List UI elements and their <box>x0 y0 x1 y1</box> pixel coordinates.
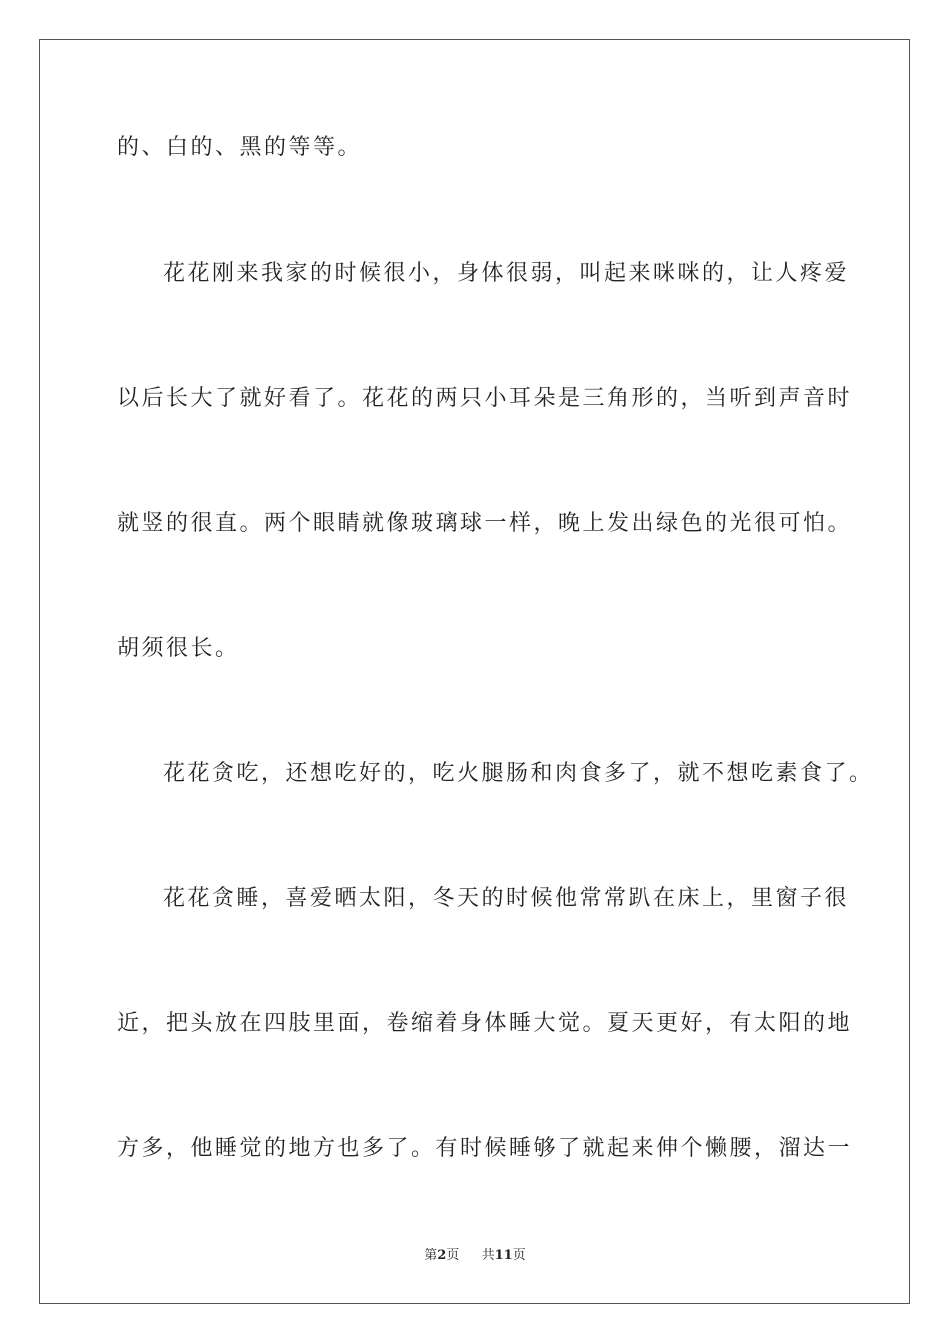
text-line: 以后长大了就好看了。花花的两只小耳朵是三角形的，当听到声音时 <box>117 386 853 411</box>
text-line: 方多，他睡觉的地方也多了。有时候睡够了就起来伸个懒腰，溜达一 <box>117 1136 853 1161</box>
text-line: 就竖的很直。两个眼睛就像玻璃球一样，晚上发出绿色的光很可怕。 <box>117 511 853 536</box>
text-line: 近，把头放在四肢里面，卷缩着身体睡大觉。夏天更好，有太阳的地 <box>117 1011 853 1036</box>
total-page-count: 11 <box>494 1248 513 1263</box>
total-pages-indicator: 共11页 <box>481 1248 526 1263</box>
text-line: 的、白的、黑的等等。 <box>117 135 363 160</box>
page-footer <box>0 1247 950 1265</box>
page-border <box>39 39 910 1304</box>
paragraph-start-line: 花花贪睡，喜爱晒太阳，冬天的时候他常常趴在床上，里窗子很 <box>163 886 850 911</box>
current-page-number: 2 <box>437 1248 447 1263</box>
paragraph-start-line: 花花贪吃，还想吃好的，吃火腿肠和肉食多了，就不想吃素食了。 <box>163 761 874 786</box>
text-line: 胡须很长。 <box>117 636 240 661</box>
paragraph-start-line: 花花刚来我家的时候很小，身体很弱，叫起来咪咪的，让人疼爱 <box>163 261 850 286</box>
page-indicator: 第2页 <box>424 1248 460 1263</box>
